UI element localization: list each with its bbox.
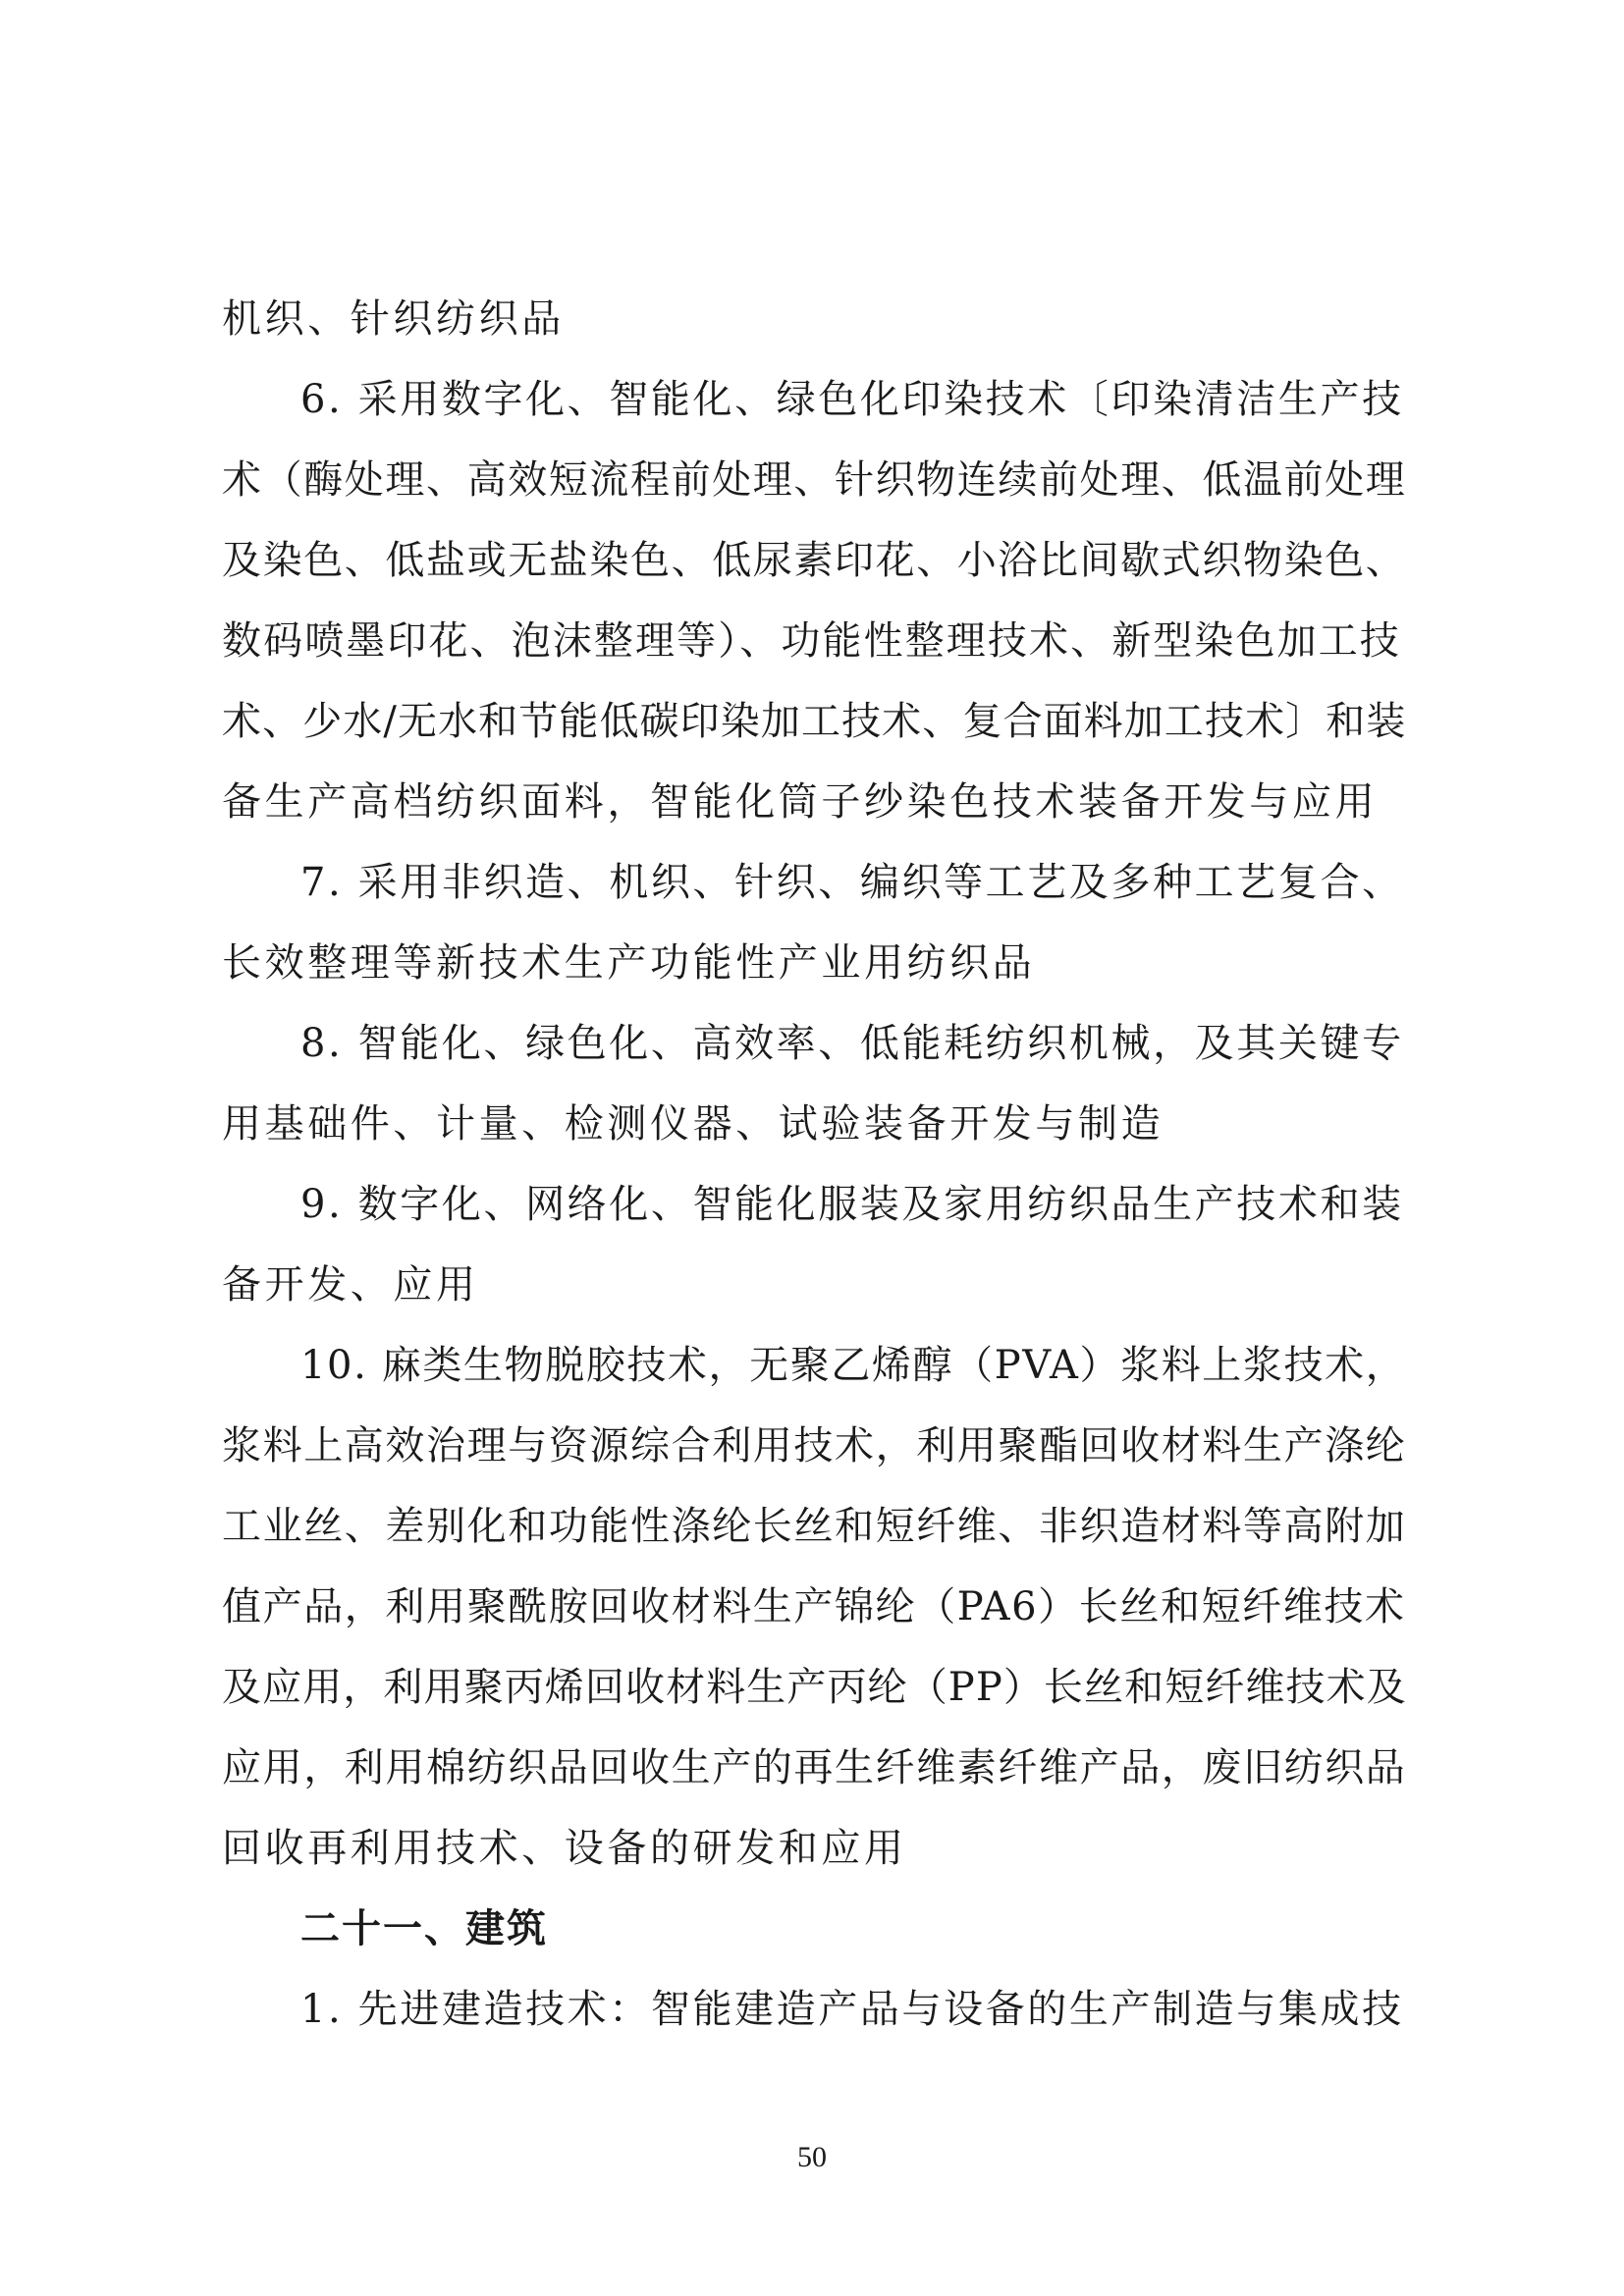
text-line: 应用，利用棉纺织品回收生产的再生纤维素纤维产品，废旧纺织品 (222, 1745, 1407, 1790)
list-item-7: 7. 采用非织造、机织、针织、编织等工艺及多种工艺复合、 (300, 860, 1404, 905)
text-line: 机织、针织纺织品 (222, 296, 565, 342)
text-line: 及应用，利用聚丙烯回收材料生产丙纶（PP）长丝和短纤维技术及 (222, 1665, 1407, 1710)
list-item-6: 6. 采用数字化、智能化、绿色化印染技术〔印染清洁生产技 (300, 377, 1404, 422)
text-line: 回收再利用技术、设备的研发和应用 (222, 1826, 907, 1871)
text-line: 浆料上高效治理与资源综合利用技术，利用聚酯回收材料生产涤纶 (222, 1423, 1407, 1468)
text-line: 备开发、应用 (222, 1262, 479, 1308)
text-line: 长效整理等新技术生产功能性产业用纺织品 (222, 940, 1036, 986)
page-number: 50 (797, 2141, 827, 2173)
text-line: 术（酶处理、高效短流程前处理、针织物连续前处理、低温前处理 (222, 457, 1407, 503)
text-line: 值产品，利用聚酰胺回收材料生产锦纶（PA6）长丝和短纤维技术 (222, 1584, 1406, 1629)
list-item-8: 8. 智能化、绿色化、高效率、低能耗纺织机械，及其关键专 (300, 1021, 1404, 1066)
section-heading: 二十一、建筑 (300, 1906, 548, 1951)
text-line: 工业丝、差别化和功能性涤纶长丝和短纤维、非织造材料等高附加 (222, 1504, 1407, 1549)
text-line: 用基础件、计量、检测仪器、试验装备开发与制造 (222, 1101, 1164, 1147)
list-item-1: 1. 先进建造技术：智能建造产品与设备的生产制造与集成技 (300, 1987, 1404, 2032)
text-line: 及染色、低盐或无盐染色、低尿素印花、小浴比间歇式织物染色、 (222, 538, 1407, 583)
list-item-9: 9. 数字化、网络化、智能化服装及家用纺织品生产技术和装 (300, 1182, 1404, 1227)
text-line: 术、少水/无水和节能低碳印染加工技术、复合面料加工技术〕和装 (222, 699, 1407, 744)
text-line: 备生产高档纺织面料，智能化筒子纱染色技术装备开发与应用 (222, 779, 1379, 825)
list-item-10: 10. 麻类生物脱胶技术，无聚乙烯醇（PVA）浆料上浆技术， (300, 1343, 1407, 1388)
text-line: 数码喷墨印花、泡沫整理等）、功能性整理技术、新型染色加工技 (222, 618, 1401, 664)
